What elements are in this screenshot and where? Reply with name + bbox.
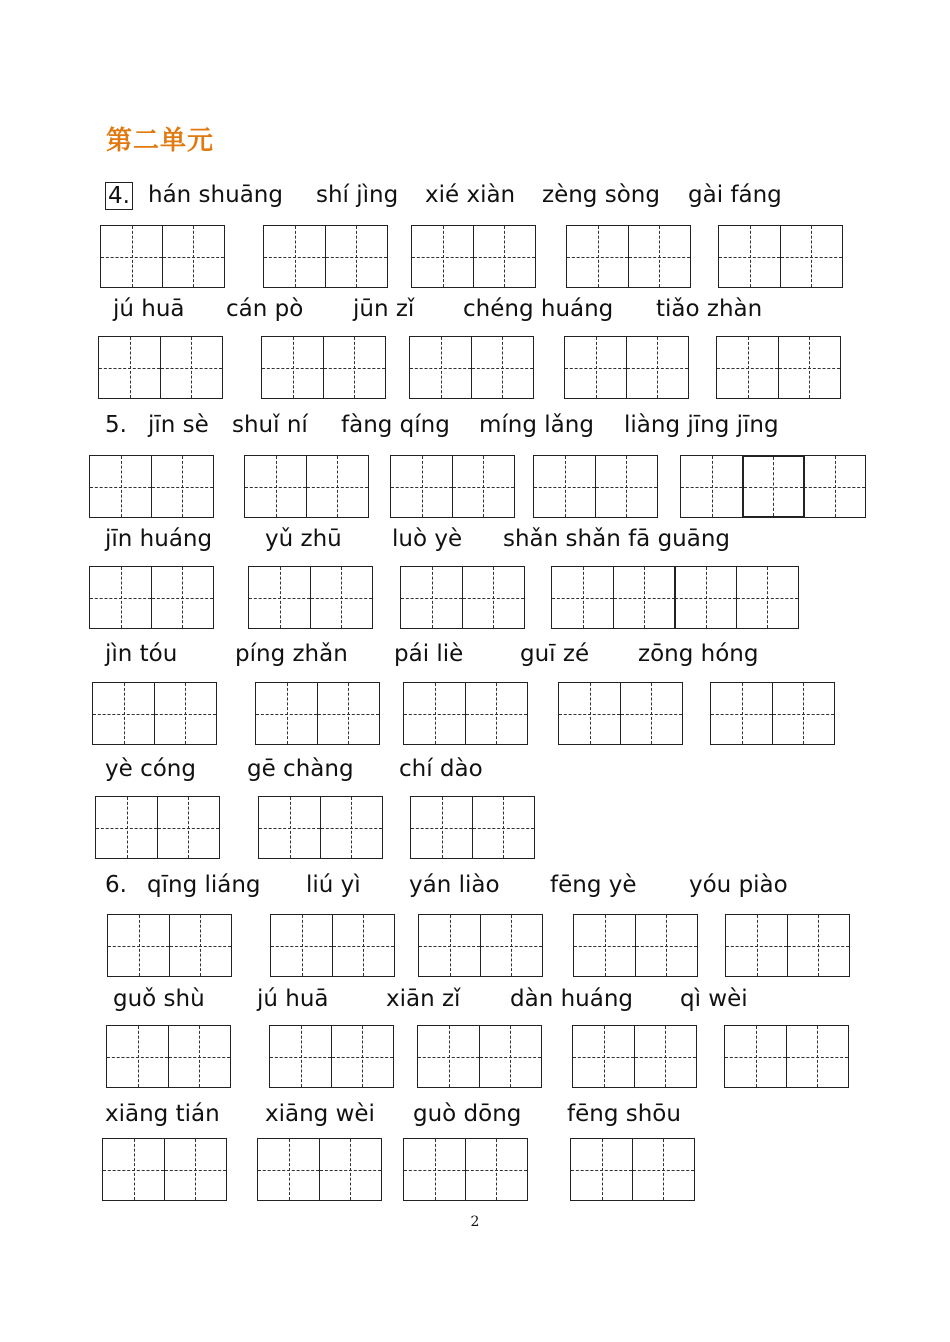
- pinyin-word: jìn tóu: [105, 641, 178, 667]
- pinyin-word: gē chàng: [247, 756, 354, 782]
- tianzige-cell[interactable]: [674, 566, 737, 629]
- writing-grid[interactable]: [725, 914, 848, 978]
- pinyin-word: jú huā: [113, 296, 185, 322]
- writing-grid[interactable]: [718, 225, 841, 289]
- writing-grid[interactable]: [92, 682, 215, 746]
- pinyin-word: guò dōng: [413, 1101, 522, 1127]
- tianzige-cell[interactable]: [157, 796, 220, 859]
- tianzige-cell[interactable]: [626, 336, 689, 399]
- tianzige-cell[interactable]: [710, 682, 773, 745]
- writing-grid[interactable]: [403, 1138, 526, 1202]
- tianzige-cell[interactable]: [310, 566, 373, 629]
- writing-grid[interactable]: [564, 336, 687, 400]
- pinyin-word: dàn huáng: [510, 986, 634, 1012]
- tianzige-cell[interactable]: [628, 225, 691, 288]
- pinyin-word: jú huā: [257, 986, 329, 1012]
- pinyin-word: fēng yè: [550, 872, 637, 898]
- tianzige-cell[interactable]: [634, 1025, 697, 1088]
- pinyin-word: xiān zǐ: [386, 986, 461, 1012]
- tianzige-cell[interactable]: [570, 1138, 633, 1201]
- writing-grid[interactable]: [724, 1025, 847, 1089]
- writing-grid[interactable]: [716, 336, 839, 400]
- pinyin-row: [0, 1101, 950, 1135]
- tianzige-cell[interactable]: [558, 682, 621, 745]
- tianzige-cell[interactable]: [317, 682, 380, 745]
- pinyin-word: fàng qíng: [341, 412, 450, 438]
- writing-grid[interactable]: [558, 682, 681, 746]
- tianzige-cell[interactable]: [410, 796, 473, 859]
- tianzige-cell[interactable]: [390, 455, 453, 518]
- tianzige-cell[interactable]: [160, 336, 223, 399]
- pinyin-word: gài fáng: [688, 182, 782, 208]
- tianzige-cell[interactable]: [780, 225, 843, 288]
- pinyin-word: yè cóng: [105, 756, 196, 782]
- tianzige-cell[interactable]: [787, 914, 850, 977]
- tianzige-cell[interactable]: [89, 455, 152, 518]
- tianzige-cell[interactable]: [164, 1138, 227, 1201]
- tianzige-cell[interactable]: [403, 1138, 466, 1201]
- pinyin-word: jīn huáng: [105, 526, 213, 552]
- writing-grid[interactable]: [570, 1138, 693, 1202]
- tianzige-cell[interactable]: [718, 225, 781, 288]
- tianzige-cell[interactable]: [95, 796, 158, 859]
- writing-grid[interactable]: [566, 225, 689, 289]
- writing-grid[interactable]: [95, 796, 218, 860]
- tianzige-cell[interactable]: [332, 914, 395, 977]
- pinyin-word: xiāng tián: [105, 1101, 220, 1127]
- writing-grid[interactable]: [258, 796, 381, 860]
- tianzige-cell[interactable]: [566, 225, 629, 288]
- pinyin-word: xié xiàn: [425, 182, 516, 208]
- pinyin-word: shí jìng: [316, 182, 399, 208]
- tianzige-cell[interactable]: [573, 914, 636, 977]
- tianzige-cell[interactable]: [319, 1138, 382, 1201]
- pinyin-row: [0, 182, 950, 216]
- pinyin-word: guī zé: [520, 641, 590, 667]
- pinyin-word: chí dào: [399, 756, 483, 782]
- tianzige-cell[interactable]: [742, 455, 805, 518]
- writing-grid[interactable]: [102, 1138, 225, 1202]
- writing-grid[interactable]: [244, 455, 367, 519]
- writing-grid[interactable]: [403, 682, 526, 746]
- tianzige-cell[interactable]: [452, 455, 515, 518]
- writing-grid[interactable]: [572, 1025, 695, 1089]
- tianzige-cell[interactable]: [107, 914, 170, 977]
- tianzige-cell[interactable]: [258, 796, 321, 859]
- pinyin-row: [0, 412, 950, 446]
- section-number: 5.: [105, 412, 127, 438]
- tianzige-cell[interactable]: [595, 455, 658, 518]
- writing-grid[interactable]: [390, 455, 513, 519]
- tianzige-cell[interactable]: [471, 336, 534, 399]
- pinyin-word: chéng huáng: [463, 296, 614, 322]
- page-number: 2: [470, 1214, 480, 1230]
- writing-grid[interactable]: [409, 336, 532, 400]
- tianzige-cell[interactable]: [572, 1025, 635, 1088]
- section-number: 6.: [105, 872, 127, 898]
- tianzige-cell[interactable]: [465, 682, 528, 745]
- tianzige-cell[interactable]: [736, 566, 799, 629]
- tianzige-cell[interactable]: [472, 796, 535, 859]
- writing-grid[interactable]: [248, 566, 371, 630]
- writing-grid[interactable]: [106, 1025, 229, 1089]
- section-number: 4.: [105, 182, 133, 210]
- tianzige-cell[interactable]: [102, 1138, 165, 1201]
- pinyin-word: yóu piào: [689, 872, 788, 898]
- tianzige-cell[interactable]: [465, 1138, 528, 1201]
- tianzige-cell[interactable]: [244, 455, 307, 518]
- writing-grid[interactable]: [418, 914, 541, 978]
- writing-grid[interactable]: [89, 566, 212, 630]
- tianzige-cell[interactable]: [261, 336, 324, 399]
- tianzige-cell[interactable]: [169, 914, 232, 977]
- tianzige-cell[interactable]: [533, 455, 596, 518]
- tianzige-cell[interactable]: [325, 225, 388, 288]
- tianzige-cell[interactable]: [323, 336, 386, 399]
- tianzige-cell[interactable]: [778, 336, 841, 399]
- tianzige-cell[interactable]: [786, 1025, 849, 1088]
- tianzige-cell[interactable]: [632, 1138, 695, 1201]
- tianzige-cell[interactable]: [551, 566, 614, 629]
- tianzige-cell[interactable]: [331, 1025, 394, 1088]
- tianzige-cell[interactable]: [151, 455, 214, 518]
- pinyin-word: jīn sè: [148, 412, 209, 438]
- tianzige-cell[interactable]: [248, 566, 311, 629]
- tianzige-cell[interactable]: [411, 225, 474, 288]
- writing-grid[interactable]: [551, 566, 797, 630]
- tianzige-cell[interactable]: [613, 566, 676, 629]
- pinyin-word: luò yè: [392, 526, 463, 552]
- pinyin-word: liú yì: [306, 872, 361, 898]
- tianzige-cell[interactable]: [89, 566, 152, 629]
- pinyin-word: shǎn shǎn fā guāng: [503, 526, 731, 552]
- writing-grid[interactable]: [257, 1138, 380, 1202]
- writing-grid[interactable]: [533, 455, 656, 519]
- writing-grid[interactable]: [710, 682, 833, 746]
- pinyin-row: [0, 641, 950, 675]
- tianzige-cell[interactable]: [635, 914, 698, 977]
- tianzige-cell[interactable]: [306, 455, 369, 518]
- tianzige-cell[interactable]: [154, 682, 217, 745]
- tianzige-cell[interactable]: [725, 914, 788, 977]
- tianzige-cell[interactable]: [417, 1025, 480, 1088]
- pinyin-row: [0, 986, 950, 1020]
- pinyin-word: tiǎo zhàn: [656, 296, 763, 322]
- tianzige-cell[interactable]: [106, 1025, 169, 1088]
- writing-grid[interactable]: [400, 566, 523, 630]
- pinyin-row: [0, 756, 950, 790]
- tianzige-cell[interactable]: [255, 682, 318, 745]
- tianzige-cell[interactable]: [403, 682, 466, 745]
- pinyin-row: [0, 296, 950, 330]
- unit-title: 第二单元: [106, 126, 215, 156]
- tianzige-cell[interactable]: [270, 914, 333, 977]
- tianzige-cell[interactable]: [263, 225, 326, 288]
- tianzige-cell[interactable]: [479, 1025, 542, 1088]
- tianzige-cell[interactable]: [151, 566, 214, 629]
- pinyin-word: jūn zǐ: [353, 296, 415, 322]
- tianzige-cell[interactable]: [400, 566, 463, 629]
- writing-grid[interactable]: [261, 336, 384, 400]
- tianzige-cell[interactable]: [257, 1138, 320, 1201]
- tianzige-cell[interactable]: [269, 1025, 332, 1088]
- writing-grid[interactable]: [89, 455, 212, 519]
- writing-grid[interactable]: [107, 914, 230, 978]
- tianzige-cell[interactable]: [168, 1025, 231, 1088]
- writing-grid[interactable]: [269, 1025, 392, 1089]
- writing-grid[interactable]: [100, 225, 223, 289]
- pinyin-word: guǒ shù: [113, 986, 205, 1012]
- pinyin-row: [0, 526, 950, 560]
- pinyin-word: zōng hóng: [638, 641, 759, 667]
- tianzige-cell[interactable]: [320, 796, 383, 859]
- writing-grid[interactable]: [417, 1025, 540, 1089]
- tianzige-cell[interactable]: [162, 225, 225, 288]
- tianzige-cell[interactable]: [100, 225, 163, 288]
- pinyin-word: yán liào: [409, 872, 500, 898]
- tianzige-cell[interactable]: [409, 336, 472, 399]
- writing-grid[interactable]: [411, 225, 534, 289]
- pinyin-word: qì wèi: [680, 986, 748, 1012]
- writing-grid[interactable]: [573, 914, 696, 978]
- tianzige-cell[interactable]: [92, 682, 155, 745]
- tianzige-cell[interactable]: [680, 455, 743, 518]
- tianzige-cell[interactable]: [473, 225, 536, 288]
- pinyin-word: cán pò: [226, 296, 304, 322]
- writing-grid[interactable]: [410, 796, 533, 860]
- tianzige-cell[interactable]: [564, 336, 627, 399]
- pinyin-word: zèng sòng: [542, 182, 660, 208]
- writing-grid[interactable]: [680, 455, 865, 519]
- pinyin-word: píng zhǎn: [235, 641, 348, 667]
- pinyin-word: pái liè: [394, 641, 464, 667]
- tianzige-cell[interactable]: [418, 914, 481, 977]
- writing-grid[interactable]: [263, 225, 386, 289]
- pinyin-word: míng lǎng: [479, 412, 594, 438]
- pinyin-word: qīng liáng: [147, 872, 261, 898]
- writing-grid[interactable]: [255, 682, 378, 746]
- tianzige-cell[interactable]: [620, 682, 683, 745]
- pinyin-word: yǔ zhū: [265, 526, 342, 552]
- pinyin-word: fēng shōu: [567, 1101, 681, 1127]
- tianzige-cell[interactable]: [772, 682, 835, 745]
- tianzige-cell[interactable]: [480, 914, 543, 977]
- tianzige-cell[interactable]: [724, 1025, 787, 1088]
- tianzige-cell[interactable]: [98, 336, 161, 399]
- pinyin-row: [0, 872, 950, 906]
- writing-grid[interactable]: [98, 336, 221, 400]
- pinyin-word: hán shuāng: [148, 182, 283, 208]
- pinyin-word: liàng jīng jīng: [624, 412, 779, 438]
- pinyin-word: xiāng wèi: [265, 1101, 375, 1127]
- writing-grid[interactable]: [270, 914, 393, 978]
- tianzige-cell[interactable]: [803, 455, 866, 518]
- tianzige-cell[interactable]: [462, 566, 525, 629]
- tianzige-cell[interactable]: [716, 336, 779, 399]
- pinyin-word: shuǐ ní: [232, 412, 308, 438]
